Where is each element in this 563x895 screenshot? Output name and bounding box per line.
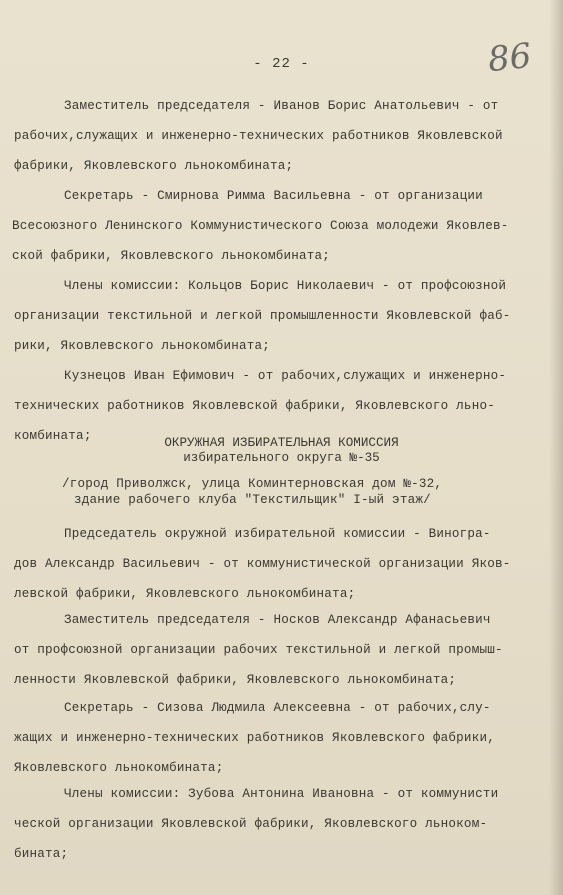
text-line: Члены комиссии: Зубова Антонина Ивановна - от коммунисти: [64, 787, 499, 801]
text-line: Кузнецов Иван Ефимович - от рабочих,служащих и инженерно-: [64, 369, 507, 383]
text-line: жащих и инженерно-технических работников Яковлевского фабрики,: [14, 731, 495, 745]
text-line: от профсоюзной организации рабочих текстильной и легкой промыш-: [14, 643, 503, 657]
address-line: здание рабочего клуба "Текстильщик" I-ый этаж/: [74, 493, 431, 507]
text-line: дов Александр Васильевич - от коммунистической организации Яков-: [14, 557, 511, 571]
text-line: рики, Яковлевского льнокомбината;: [14, 339, 270, 353]
text-line: левской фабрики, Яковлевского льнокомбината;: [14, 587, 356, 601]
page-number: - 22 -: [253, 56, 310, 72]
text-line: ской фабрики, Яковлевского льнокомбината;: [12, 249, 331, 263]
commission-heading: ОКРУЖНАЯ ИЗБИРАТЕЛЬНАЯ КОМИССИЯ: [164, 436, 399, 450]
text-line: комбината;: [14, 429, 92, 443]
text-line: Секретарь - Сизова Людмила Алексеевна - от рабочих,слу-: [64, 701, 491, 715]
commission-subheading: избирательного округа №-35: [183, 451, 380, 465]
text-line: Яковлевского льнокомбината;: [14, 761, 224, 775]
text-line: ленности Яковлевской фабрики, Яковлевского льнокомбината;: [14, 673, 457, 687]
text-line: Члены комиссии: Кольцов Борис Николаевич - от профсоюзной: [64, 279, 507, 293]
address-line: /город Приволжск, улица Коминтерновская дом №-32,: [62, 477, 443, 491]
text-line: Заместитель председателя - Иванов Борис Анатольевич - от: [64, 99, 499, 113]
text-line: бината;: [14, 847, 69, 861]
text-line: организации текстильной и легкой промышленности Яковлевской фаб-: [14, 309, 511, 323]
text-line: Секретарь - Смирнова Римма Васильевна - от организации: [64, 189, 483, 203]
text-line: Заместитель председателя - Носков Александр Афанасьевич: [64, 613, 491, 627]
text-line: ческой организации Яковлевской фабрики, Яковлевского льноком-: [14, 817, 488, 831]
text-line: Всесоюзного Ленинского Коммунистического Союза молодежи Яковлев-: [12, 219, 509, 233]
text-line: фабрики, Яковлевского льнокомбината;: [14, 159, 294, 173]
text-line: Председатель окружной избирательной комиссии - Виногра-: [64, 527, 491, 541]
text-line: технических работников Яковлевской фабрики, Яковлевского льно-: [14, 399, 495, 413]
text-line: рабочих,служащих и инженерно-технических работников Яковлевской: [14, 129, 503, 143]
handwritten-folio-number: 86: [486, 35, 534, 81]
